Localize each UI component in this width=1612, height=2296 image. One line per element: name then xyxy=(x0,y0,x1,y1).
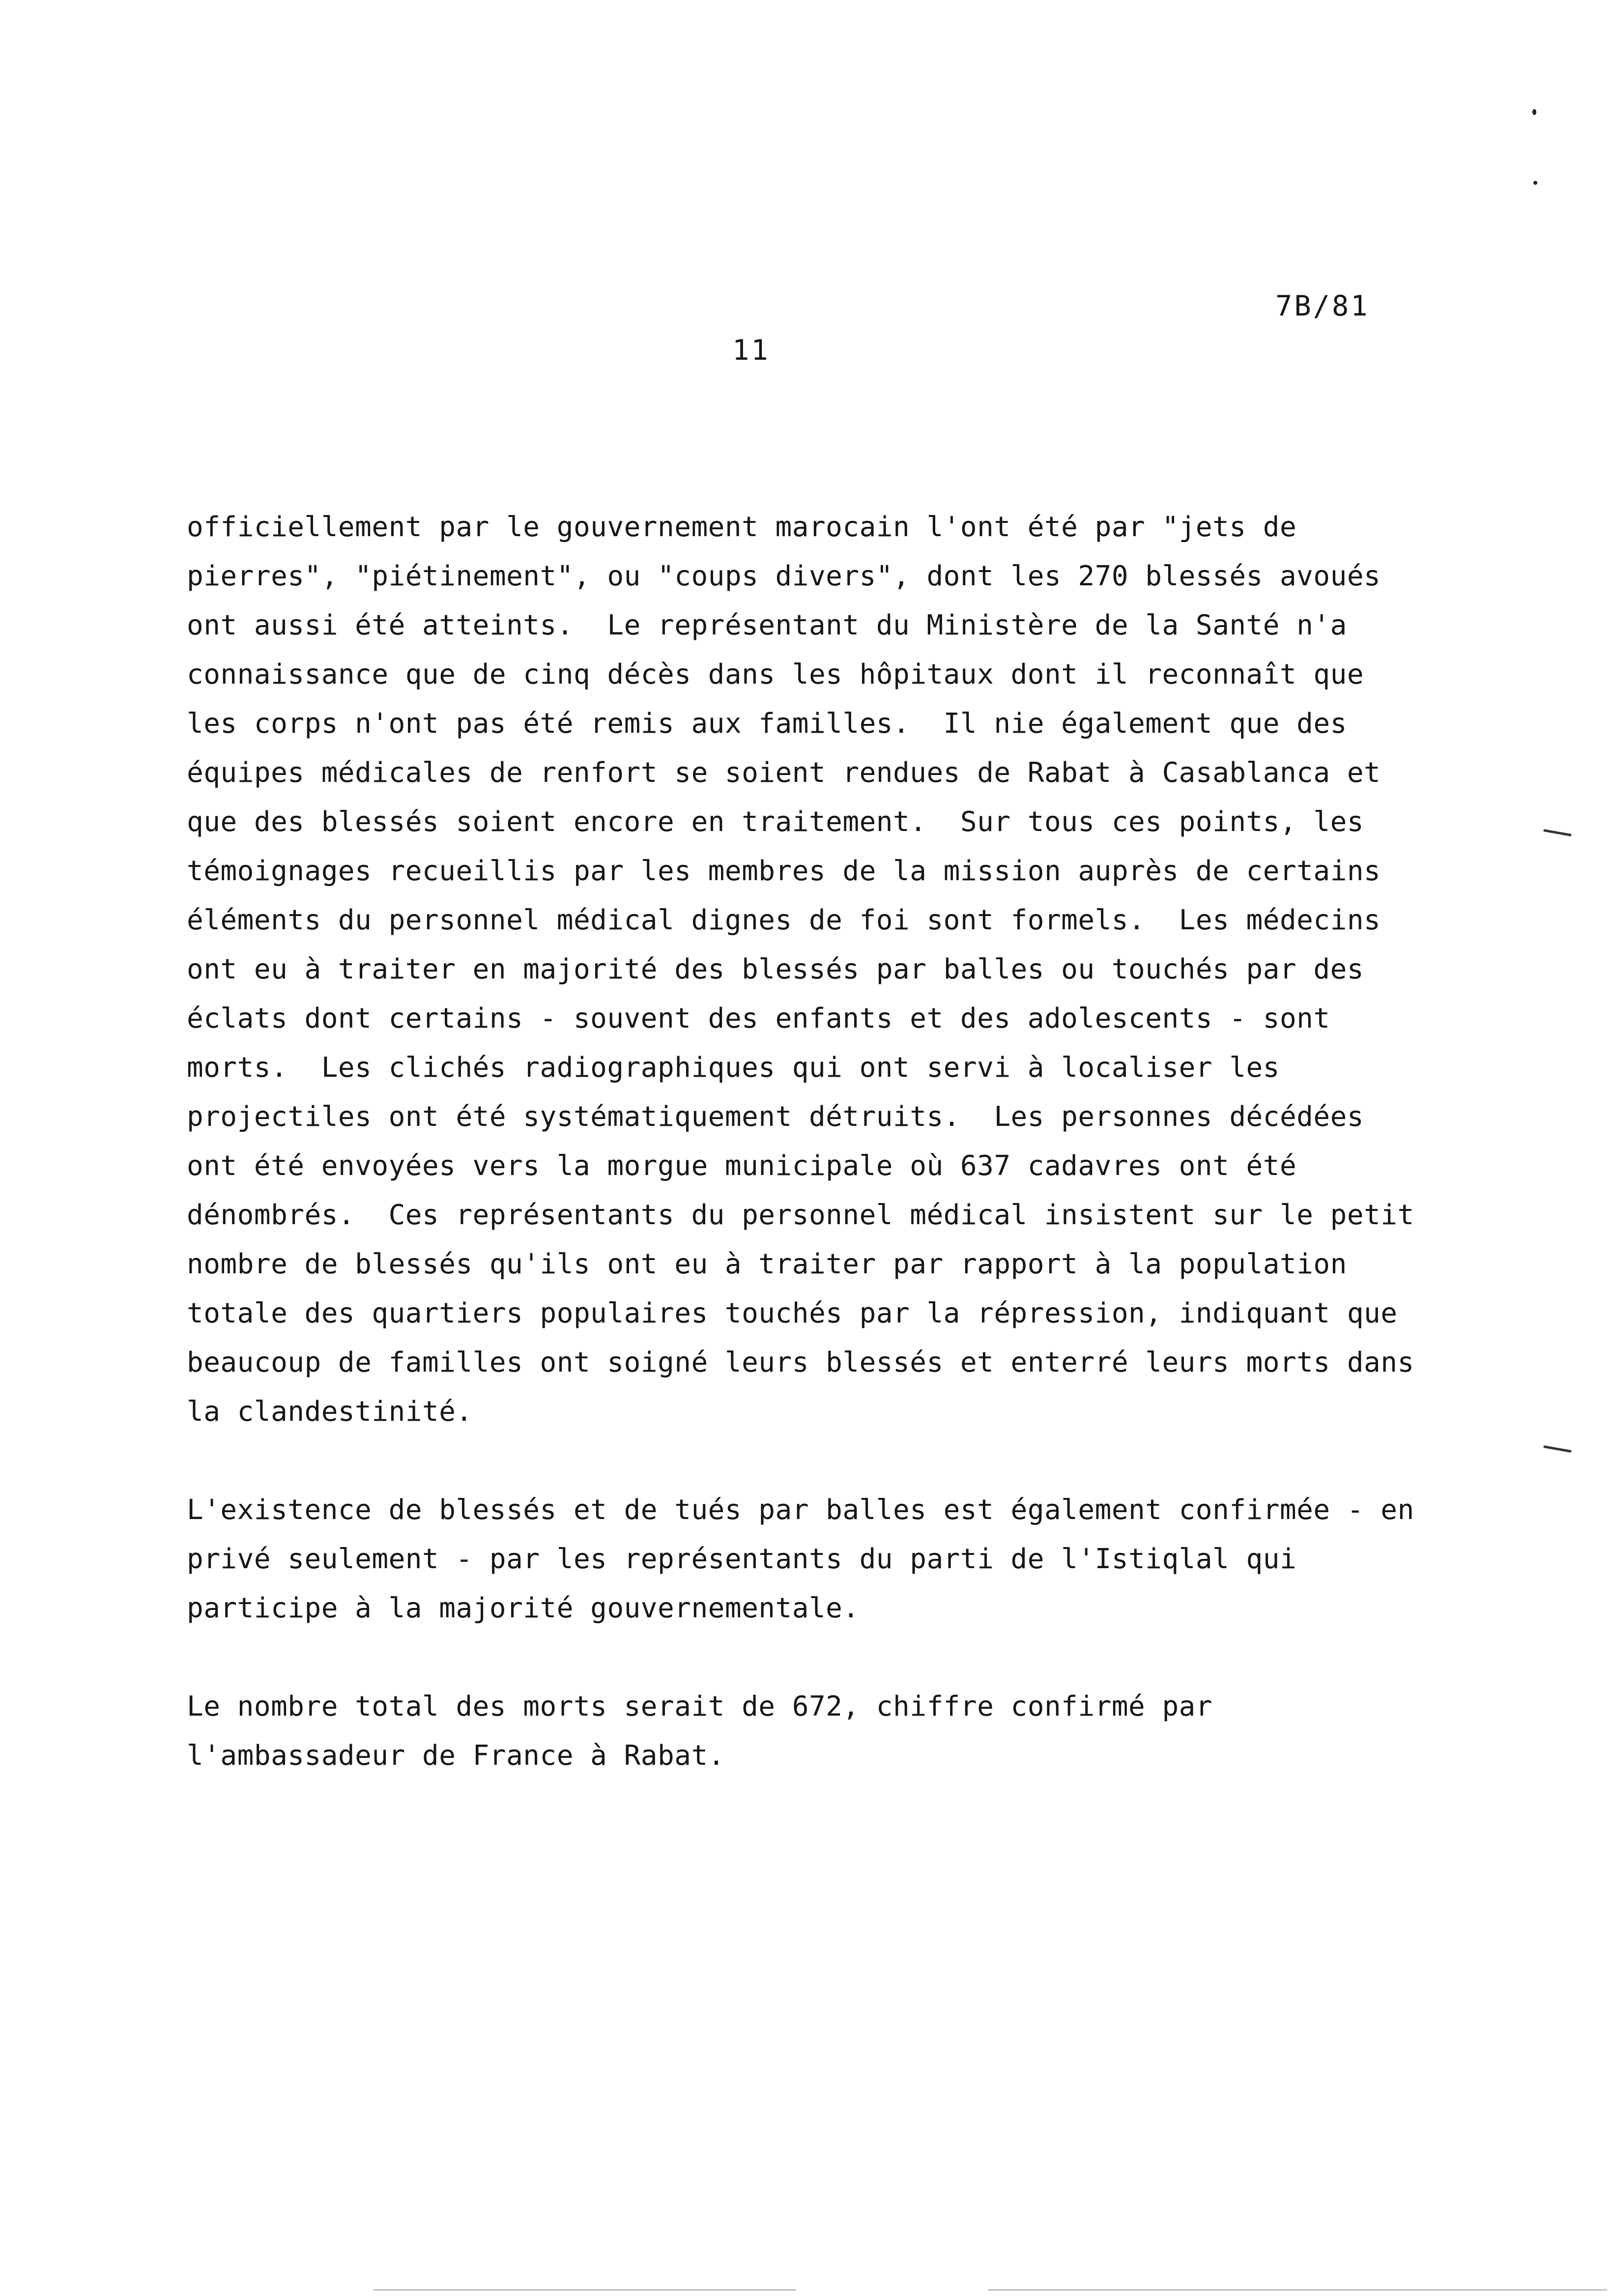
scan-speck xyxy=(1532,109,1536,115)
paragraph-1-line-12: morts. Les clichés radiographiques qui ont servi à localiser les xyxy=(187,1052,1280,1084)
paragraph-1-line-1: officiellement par le gouvernement marocain l'ont été par "jets de xyxy=(187,511,1297,543)
scan-bottom-rule xyxy=(374,2289,796,2291)
paragraph-1-line-13: projectiles ont été systématiquement détruits. Les personnes décédées xyxy=(187,1101,1364,1133)
paragraph-1-line-17: totale des quartiers populaires touchés par la répression, indiquant que xyxy=(187,1297,1398,1329)
margin-dash-mark xyxy=(1543,1445,1572,1453)
paragraph-2-line-1: L'existence de blessés et de tués par balles est également confirmée - en xyxy=(187,1494,1414,1526)
paragraph-1-line-4: connaissance que de cinq décès dans les hôpitaux dont il reconnaît que xyxy=(187,659,1364,690)
paragraph-3-line-2: l'ambassadeur de France à Rabat. xyxy=(187,1740,725,1772)
paragraph-2-line-3: participe à la majorité gouvernementale. xyxy=(187,1592,860,1624)
paragraph-1-line-14: ont été envoyées vers la morgue municipale où 637 cadavres ont été xyxy=(187,1150,1297,1182)
document-reference: 7B/81 xyxy=(1275,290,1370,322)
margin-dash-mark xyxy=(1543,829,1572,836)
paragraph-1-line-3: ont aussi été atteints. Le représentant du Ministère de la Santé n'a xyxy=(187,609,1347,641)
paragraph-1-line-2: pierres", "piétinement", ou "coups divers", dont les 270 blessés avoués xyxy=(187,560,1381,592)
page-number: 11 xyxy=(732,334,770,367)
paragraph-1-line-11: éclats dont certains - souvent des enfants et des adolescents - sont xyxy=(187,1003,1330,1034)
paragraph-1-line-15: dénombrés. Ces représentants du personnel médical insistent sur le petit xyxy=(187,1199,1414,1231)
paragraph-1-line-9: éléments du personnel médical dignes de foi sont formels. Les médecins xyxy=(187,904,1381,936)
paragraph-1-line-16: nombre de blessés qu'ils ont eu à traiter par rapport à la population xyxy=(187,1248,1347,1280)
scan-bottom-rule xyxy=(988,2289,1607,2291)
paragraph-1-line-10: ont eu à traiter en majorité des blessés par balles ou touchés par des xyxy=(187,953,1364,985)
paragraph-3-line-1: Le nombre total des morts serait de 672, chiffre confirmé par xyxy=(187,1691,1213,1722)
scan-speck xyxy=(1533,181,1537,185)
paragraph-1-line-18: beaucoup de familles ont soigné leurs blessés et enterré leurs morts dans xyxy=(187,1347,1414,1378)
paragraph-1-line-19: la clandestinité. xyxy=(187,1396,473,1428)
paragraph-1-line-8: témoignages recueillis par les membres de la mission auprès de certains xyxy=(187,855,1381,887)
paragraph-1-line-6: équipes médicales de renfort se soient rendues de Rabat à Casablanca et xyxy=(187,757,1381,789)
paragraph-1-line-5: les corps n'ont pas été remis aux familles. Il nie également que des xyxy=(187,708,1347,740)
paragraph-2-line-2: privé seulement - par les représentants du parti de l'Istiqlal qui xyxy=(187,1543,1297,1575)
paragraph-1-line-7: que des blessés soient encore en traitement. Sur tous ces points, les xyxy=(187,806,1364,838)
